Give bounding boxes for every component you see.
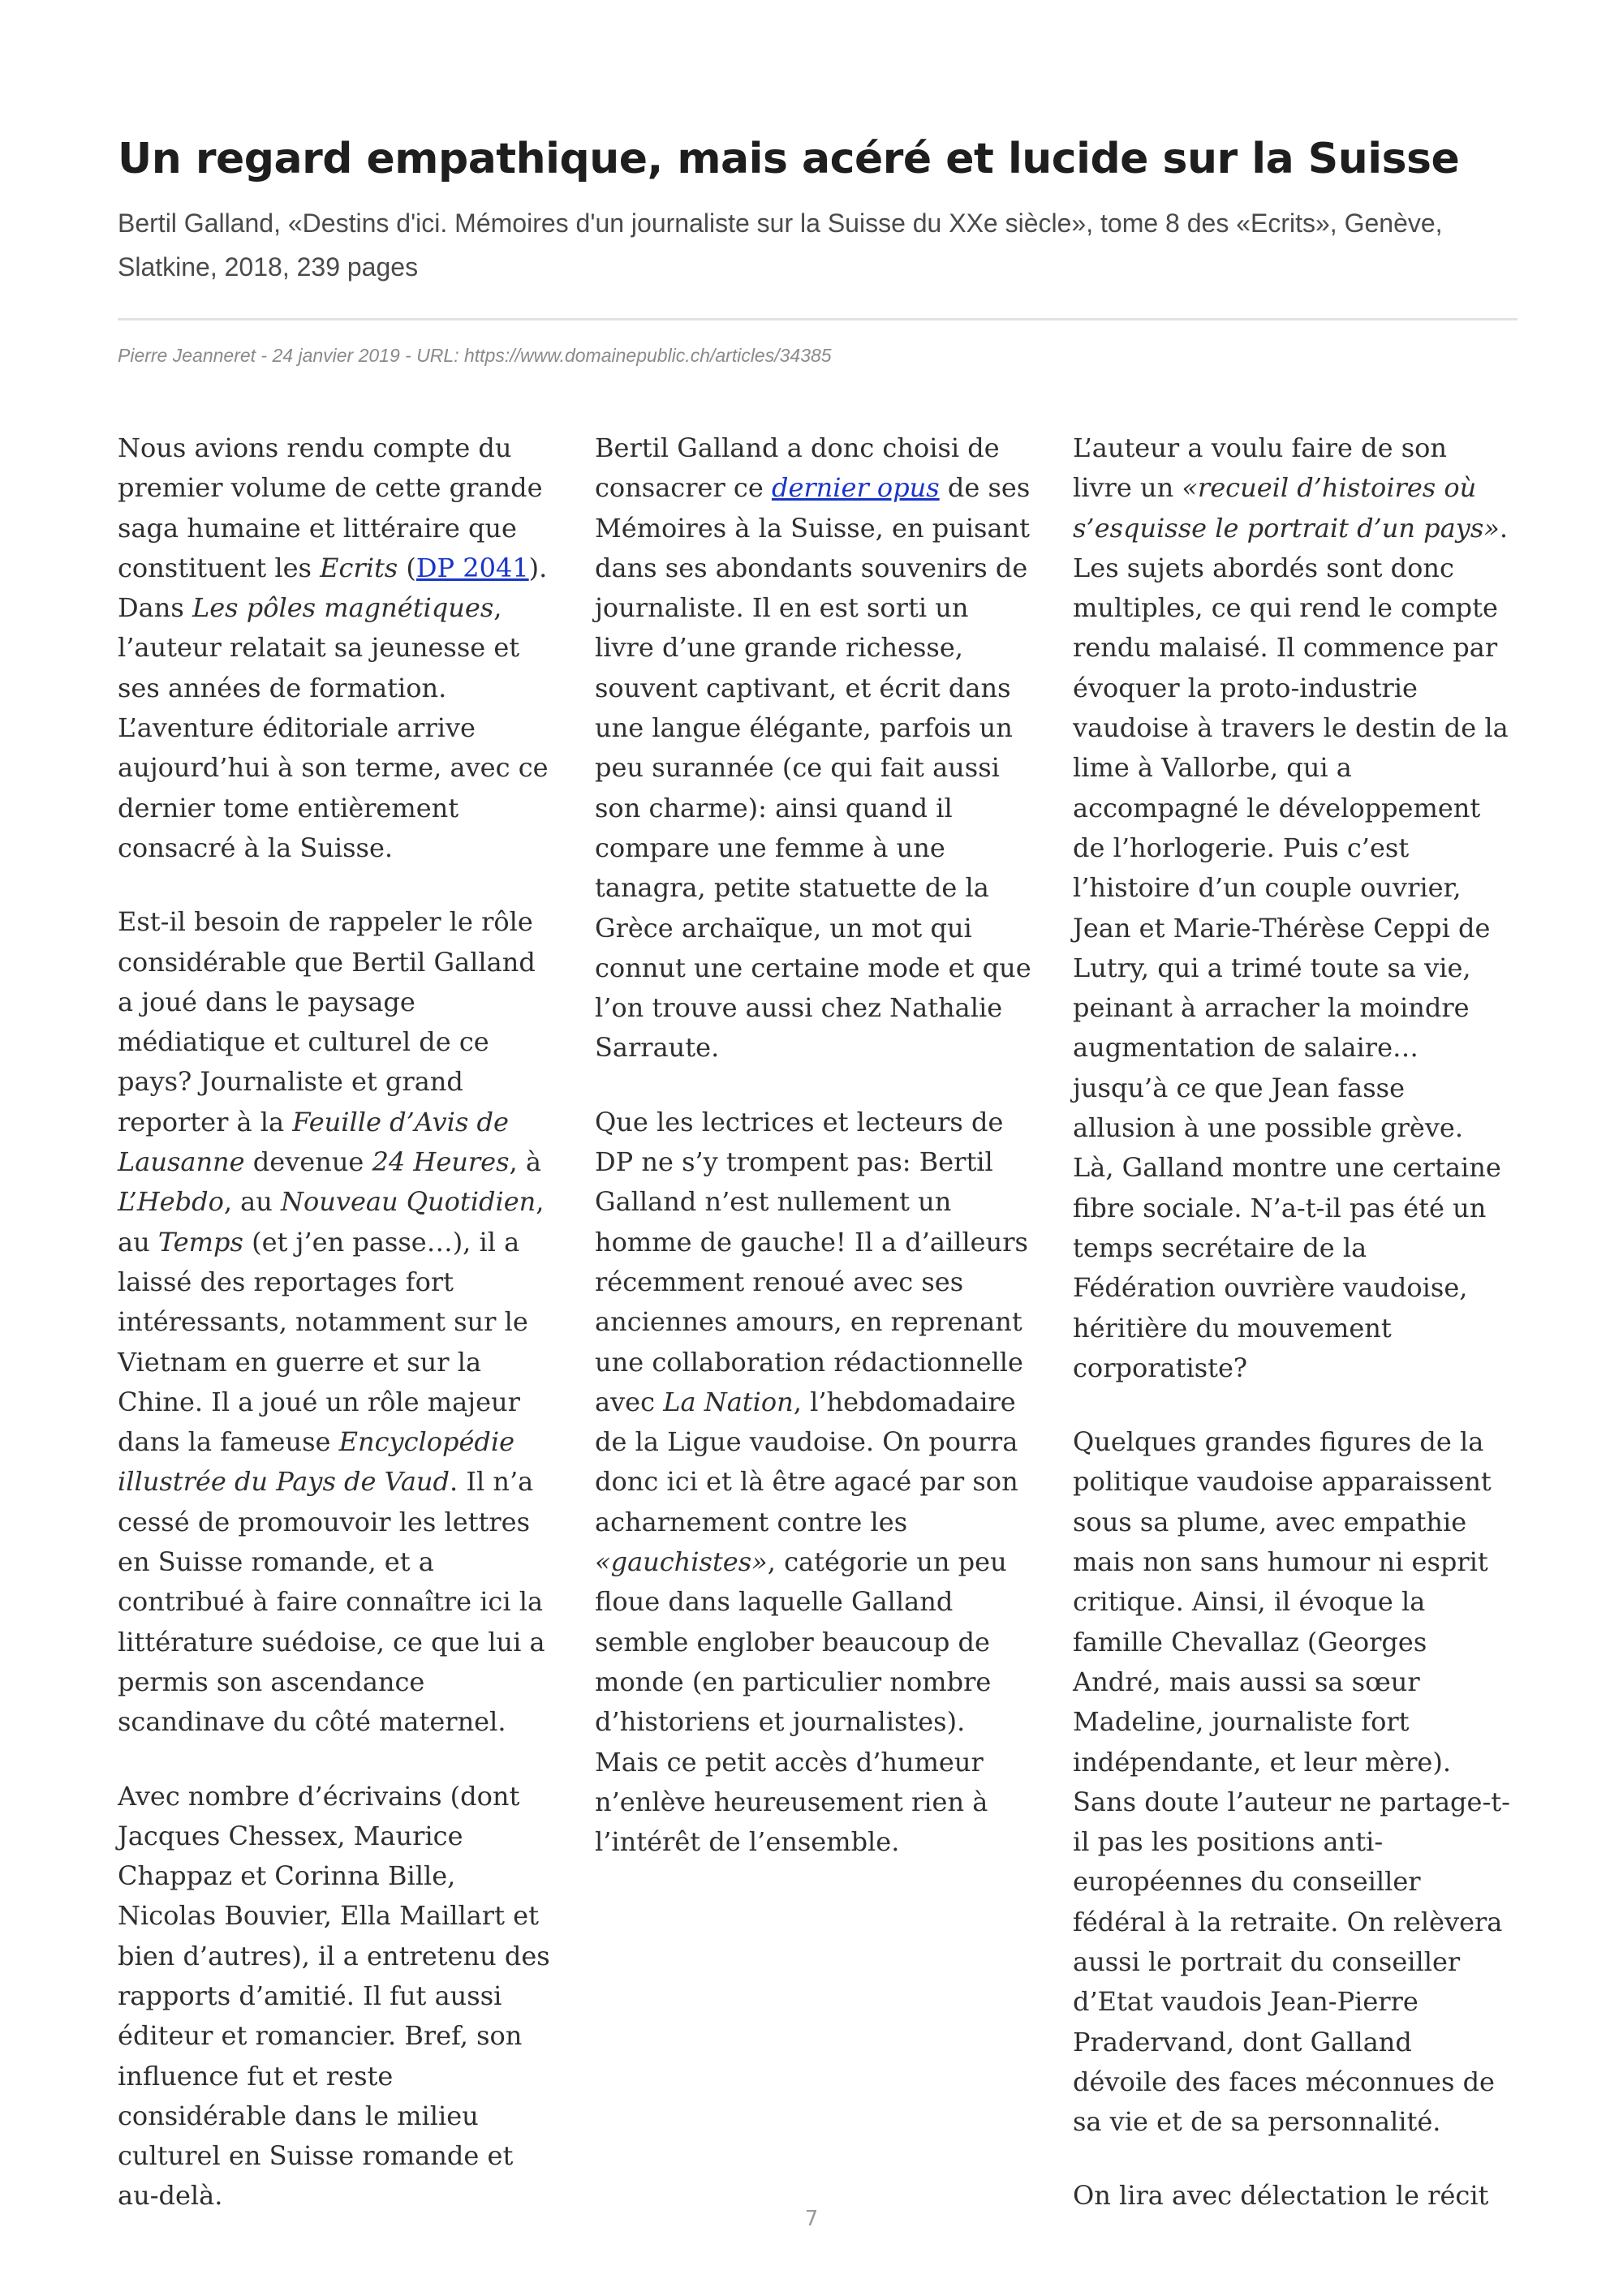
dernier-opus-link[interactable]: dernier opus: [771, 472, 940, 504]
page-number: 7: [804, 2207, 819, 2231]
page-title: Un regard empathique, mais acéré et lucide sur la Suisse: [118, 135, 1460, 183]
paragraph-1: Nous avions rendu compte du premier volume de cette grande saga humaine et littéraire que constituent les Ecrits (DP 2041). Dans Les pôles magnétiques, l’auteur relatait sa jeunesse et ses années de formation. L’aventure éditoriale arrive aujourd’hui à son terme, avec ce dernier tome entièrement consacré à la Suisse.: [118, 432, 549, 863]
paragraph-2: Est-il besoin de rappeler le rôle considérable que Bertil Galland a joué dans le paysage médiatique et culturel de ce pays? Journaliste et grand reporter à la Feuille d’Avis de Lausanne devenue 24 Heures, à L’Hebdo, au Nouveau Quotidien, au Temps (et j’en passe…), il a laissé des reportages fort intéressants, notamment sur le Vietnam en guerre et sur la Chine. Il a joué un rôle majeur dans la fameuse Encyclopédie illustrée du Pays de Vaud. Il n’a cessé de promouvoir les lettres en Suisse romande, et a contribué à faire connaître ici la littérature suédoise, ce que lui a permis son ascendance scandinave du côté maternel.: [118, 906, 545, 1738]
paragraph-6: L’auteur a voulu faire de son livre un «recueil d’histoires où s’esquisse le portrait d’un pays». Les sujets abordés sont donc multiples, ce qui rend le compte rendu malaisé. Il commence par évoquer la proto-industrie vaudoise à travers le destin de la lime à Vallorbe, qui a accompagné le développement de l’horlogerie. Puis c’est l’histoire d’un couple ouvrier, Jean et Marie-Thérèse Ceppi de Lutry, qui a trimé toute sa vie, peinant à arracher la moindre augmentation de salaire… jusqu’à ce que Jean fasse allusion à une possible grève. Là, Galland montre une certaine fibre sociale. N’a-t-il pas été un temps secrétaire de la Fédération ouvrière vaudoise, héritière du mouvement corporatiste?: [1073, 432, 1509, 1383]
paragraph-3: Avec nombre d’écrivains (dont Jacques Chessex, Maurice Chappaz et Corinna Bille, Nicolas Bouvier, Ella Maillart et bien d’autres), il a entretenu des rapports d’amitié. Il fut aussi éditeur et romancier. Bref, son influence fut et reste considérable dans le milieu culturel en Suisse romande et au-delà.: [118, 1780, 550, 2212]
paragraph-7: Quelques grandes figures de la politique vaudoise apparaissent sous sa plume, avec empathie mais non sans humour ni esprit critique. Ainsi, il évoque la famille Chevallaz (Georges André, mais aussi sa sœur Madeline, journaliste fort indépendante, et leur mère). Sans doute l’auteur ne partage-t-il pas les positions anti-européennes du conseiller fédéral à la retraite. On relèvera aussi le portrait du conseiller d’Etat vaudois Jean-Pierre Pradervand, dont Galland dévoile des faces méconnues de sa vie et de sa personnalité.: [1073, 1426, 1510, 2138]
text-column-1: [118, 428, 556, 2216]
dp-2041-link[interactable]: DP 2041: [415, 552, 529, 583]
text-column-2: [595, 428, 1033, 1862]
header-divider: [118, 318, 1518, 320]
paragraph-4: Bertil Galland a donc choisi de consacrer ce dernier opus de ses Mémoires à la Suisse, en puisant dans ses abondants souvenirs de journaliste. Il en est sorti un livre d’une grande richesse, souvent captivant, et écrit dans une langue élégante, parfois un peu surannée (ce qui fait aussi son charme): ainsi quand il compare une femme à une tanagra, petite statuette de la Grèce archaïque, un mot qui connut une certaine mode et que l’on trouve aussi chez Nathalie Sarraute.: [595, 432, 1031, 1064]
article-meta: Pierre Jeanneret - 24 janvier 2019 - URL: https://www.domainepublic.ch/articles/34385: [118, 345, 832, 366]
paragraph-5: Que les lectrices et lecteurs de DP ne s’y trompent pas: Bertil Galland n’est nullement un homme de gauche! Il a d’ailleurs récemment renoué avec ses anciennes amours, en reprenant une collaboration rédactionnelle avec La Nation, l’hebdomadaire de la Ligue vaudoise. On pourra donc ici et là être agacé par son acharnement contre les «gauchistes», catégorie un peu floue dans laquelle Galland semble englober beaucoup de monde (en particulier nombre d’historiens et journalistes). Mais ce petit accès d’humeur n’enlève heureusement rien à l’intérêt de l’ensemble.: [595, 1106, 1028, 1858]
paragraph-8: On lira avec délectation le récit: [1073, 2180, 1489, 2212]
book-reference: Bertil Galland, «Destins d'ici. Mémoires d'un journaliste sur la Suisse du XXe siècle», tome 8 des «Ecrits», Genève, Slatkine, 2018, 239 pages: [118, 209, 1443, 282]
text-column-3: [1073, 428, 1511, 2216]
